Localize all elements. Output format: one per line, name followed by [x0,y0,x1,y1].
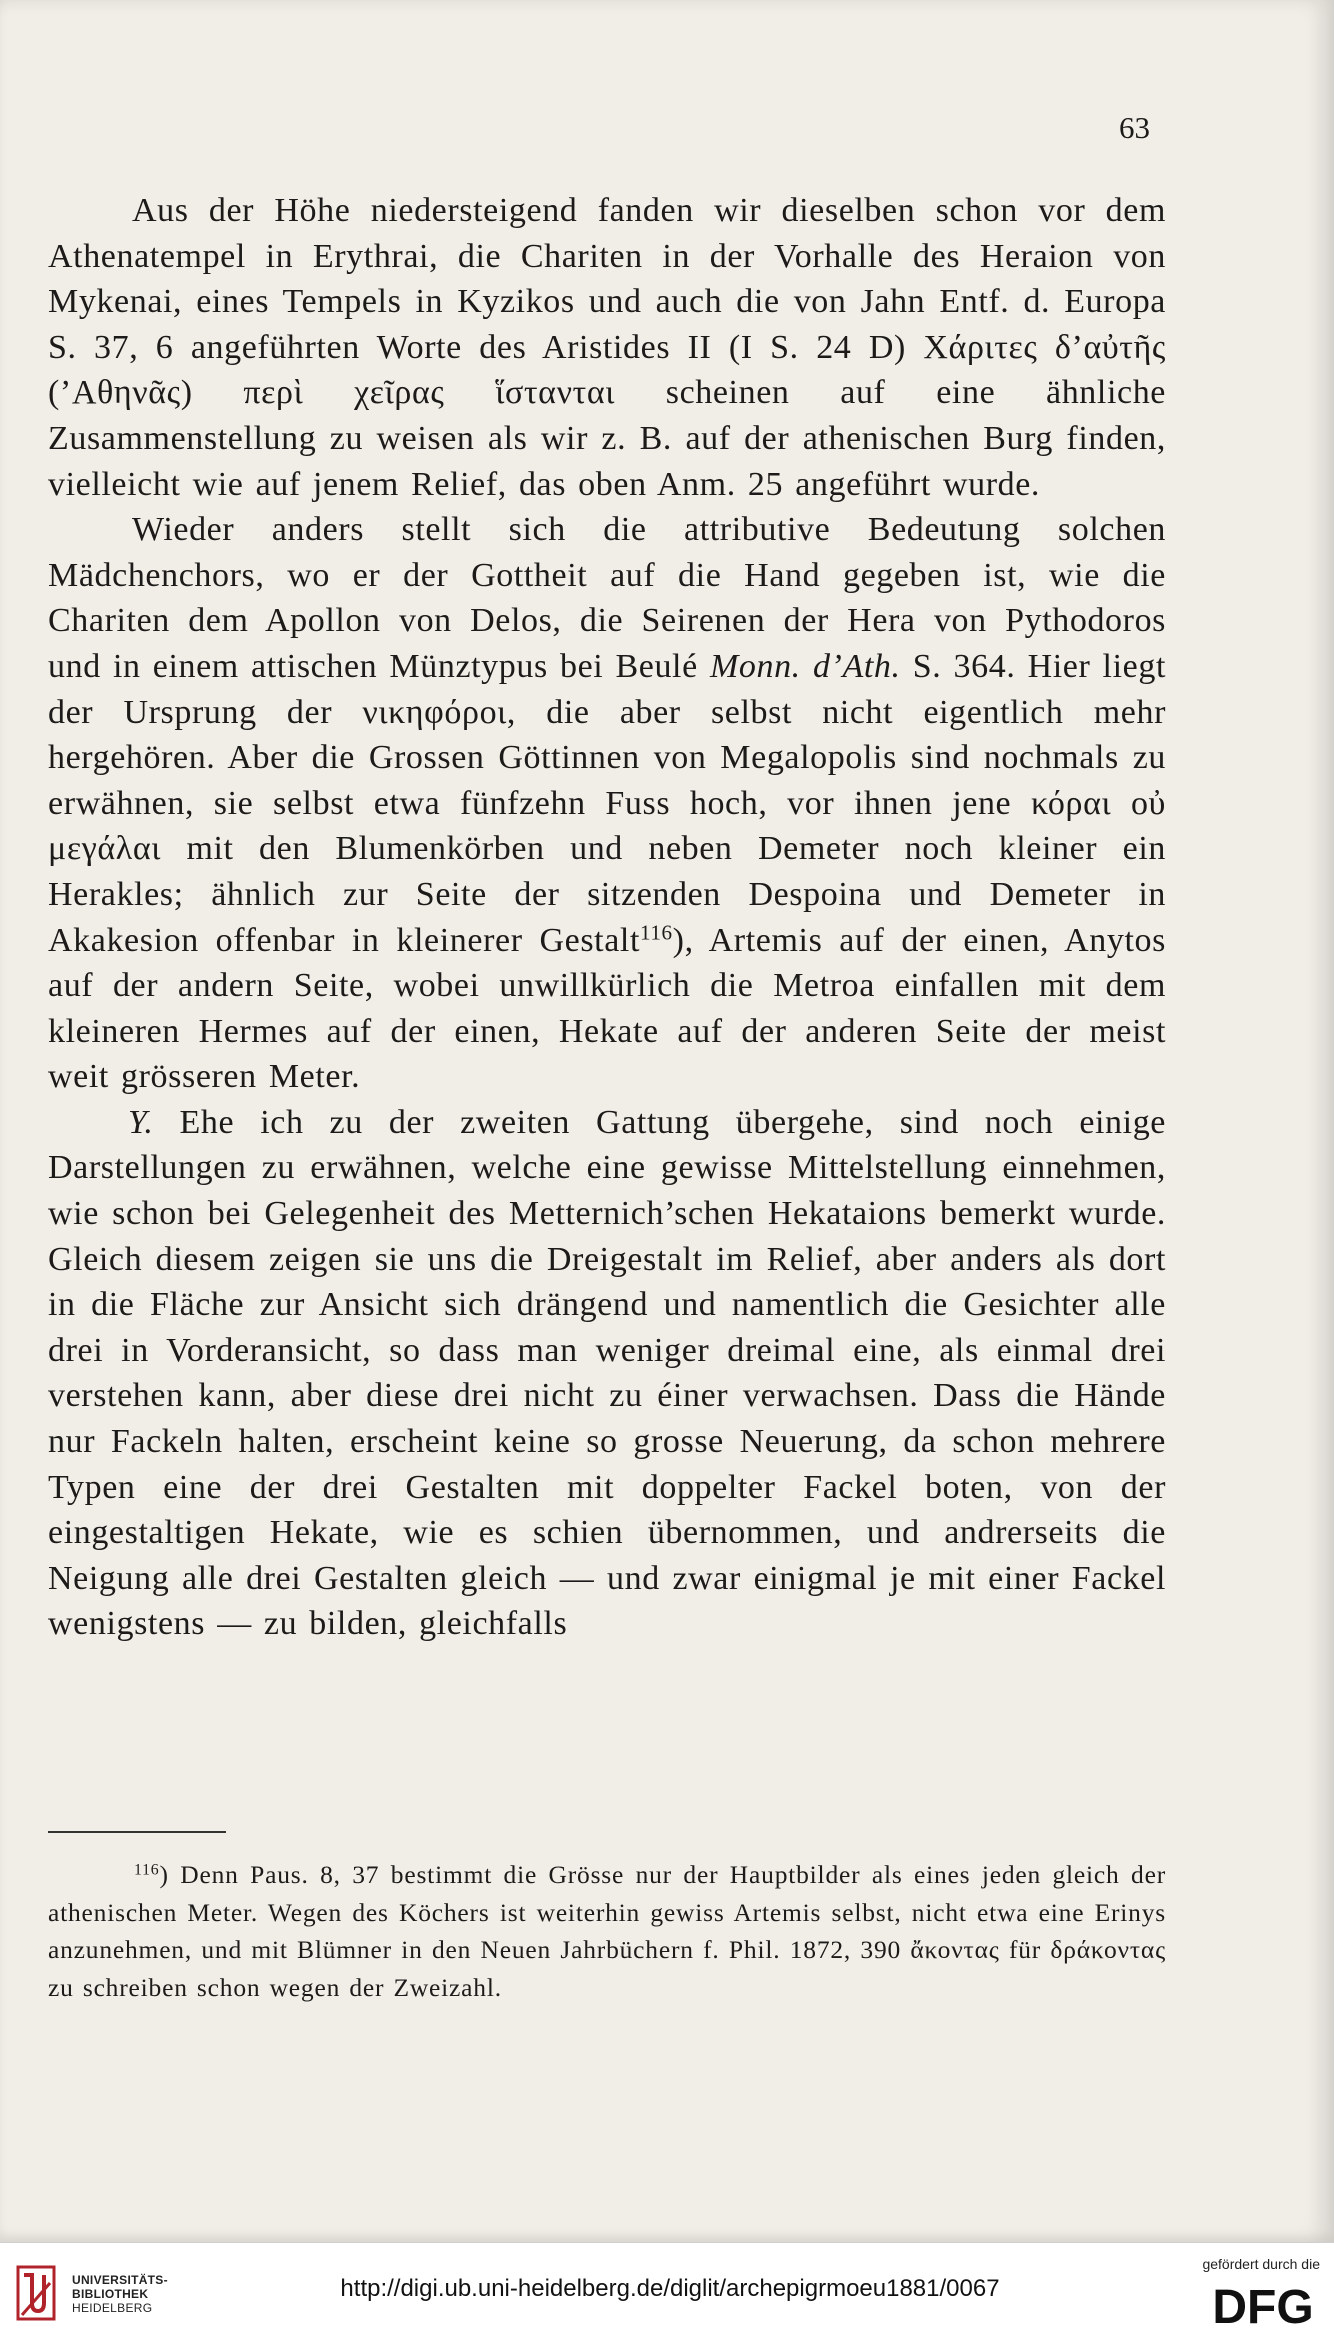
page-number: 63 [1119,110,1150,145]
main-text [48,188,1166,1647]
footnote-divider [48,1831,226,1833]
footnote-ref: 116 [640,919,673,944]
library-line-3: HEIDELBERG [72,2301,153,2315]
ub-heidelberg-logo-icon [14,2263,58,2323]
paragraph-2-text-c: ), Artemis auf der einen, Anytos auf der andern Seite, wobei unwillkürlich die Metroa einfallen mit dem kleineren Hermes auf der einen, Hekate auf der anderen Seite der meist weit grösseren Meter. [48,921,1166,1096]
footnote [48,1856,1166,2006]
library-line-2: BIBLIOTHEK [72,2287,149,2301]
paragraph-2 [48,507,1166,1100]
viewer-footer [0,2242,1334,2340]
paragraph-1: Aus der Höhe niedersteigend fanden wir dieselben schon vor dem Athenatempel in Erythrai, die Chariten in der Vorhalle des Heraion von Mykenai, eines Tempels in Kyzikos und auch die von Jahn Entf. d. Europa S. 37, 6 angeführten Worte des Aristides II (I S. 24 D) Χάριτες δ’αὐτῆς (’Αθηνᾶς) περὶ χεῖρας ἵστανται scheinen auf eine ähnliche Zusammenstellung zu weisen als wir z. B. auf der athenischen Burg finden, vielleicht wie auf jenem Relief, das oben Anm. 25 angeführt wurde. [48,192,1166,503]
library-line-1: UNIVERSITÄTS- [72,2273,168,2287]
footnote-text: ) Denn Paus. 8, 37 bestimmt die Grösse nur der Hauptbilder als eines jeden gleich der athenischen Meter. Wegen des Köchers ist weiterhin gewiss Artemis selbst, nicht etwa eine Erinys anzunehmen, und mit Blümner in den Neuen Jahrbüchern f. Phil. 1872, 390 ἄκοντας für δράκοντας zu schreiben schon wegen der Zweizahl. [48,1860,1166,2002]
paragraph-2-text-b: S. 364. Hier liegt der Ursprung der νικηφόροι, die aber selbst nicht eigentlich mehr hergehören. Aber die Grossen Göttinnen von Megalopolis sind nochmals zu erwähnen, sie selbst etwa fünfzehn Fuss hoch, vor ihnen jene κόραι οὐ μεγάλαι mit den Blumenkörben und neben Demeter noch kleiner ein Herakles; ähnlich zur Seite der sitzenden Despoina und Demeter in Akakesion offenbar in kleinerer Gestalt [48,647,1166,959]
section-label: Y. [128,1103,154,1141]
dfg-logo-text: DFG [1212,2281,1314,2331]
sponsor-label: gefördert durch die [1202,2256,1320,2272]
dfg-logo-icon [1202,2279,1324,2331]
paragraph-3 [48,1100,1166,1647]
paragraph-3-text: Ehe ich zu der zweiten Gattung übergehe, sind noch einige Darstellungen zu erwähnen, welche eine gewisse Mittelstellung einnehmen, wie schon bei Gelegenheit des Metternich’schen Hekataions bemerkt wurde. Gleich diesem zeigen sie uns die Dreigestalt im Relief, aber anders als dort in die Fläche zur Ansicht sich drängend und namentlich die Gesichter alle drei in Vorderansicht, so dass man weniger dreimal eine, als einmal drei verstehen kann, aber diese drei nicht zu éiner verwachsen. Dass die Hände nur Fackeln halten, erscheint keine so grosse Neuerung, da schon mehrere Typen eine der drei Gestalten mit doppelter Fackel boten, von der eingestaltigen Hekate, wie es schien übernommen, und andrerseits die Neigung alle drei Gestalten gleich — und zwar einigmal je mit einer Fackel wenigstens — zu bilden, gleichfalls [48,1103,1166,1643]
library-name [72,2273,168,2315]
citation-italic: Monn. d’Ath. [709,647,901,685]
permalink-url[interactable]: http://digi.ub.uni-heidelberg.de/diglit/archepigrmoeu1881/0067 [340,2275,1000,2302]
footnote-number: 116 [134,1861,160,1879]
paragraph-2-text-a: Wieder anders stellt sich die attributive Bedeutung solchen Mädchenchors, wo er der Gottheit auf die Hand gegeben ist, wie die Chariten dem Apollon von Delos, die Seirenen der Hera von Pythodoros und in einem attischen Münztypus bei Beulé [48,511,1166,685]
